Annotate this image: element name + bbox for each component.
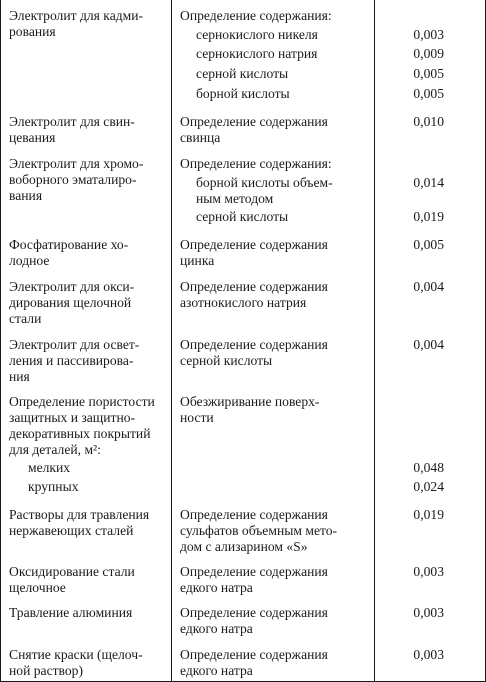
- row-name: Электролит для освет-: [9, 337, 140, 352]
- row-operation: Определение содержания: [180, 507, 328, 522]
- row-operation: Определение содержания: [180, 337, 328, 352]
- row-operation: Обезжиривание поверх-: [180, 394, 320, 409]
- row-operation: едкого натра: [180, 621, 253, 636]
- row-name: Снятие краски (щелоч-: [9, 647, 143, 662]
- row-operation: едкого натра: [180, 580, 253, 595]
- row-operation: едкого натра: [180, 663, 253, 678]
- row-name: Электролит для свин-: [9, 114, 135, 129]
- row-name: Фосфатирование хо-: [9, 237, 129, 252]
- row-value: 0,003: [413, 564, 444, 579]
- row-name: ной раствор): [9, 663, 83, 678]
- row-operation: свинца: [180, 130, 221, 145]
- row-item-label: серной кислоты: [196, 66, 289, 81]
- row-value: 0,003: [413, 647, 444, 662]
- row-operation: ности: [180, 410, 214, 425]
- row-value: 0,019: [413, 507, 444, 522]
- row-name: цевания: [9, 130, 56, 145]
- row-operation: сульфатов объемным мето-: [180, 523, 338, 538]
- row-operation: серной кислоты: [180, 353, 273, 368]
- row-name: защитных и защитно-: [9, 410, 136, 425]
- row-item-label: борной кислоты: [196, 86, 290, 101]
- row-operation: Определение содержания: [180, 279, 328, 294]
- row-subitem-value: 0,048: [413, 460, 444, 475]
- row-item-value: 0,009: [413, 46, 444, 61]
- row-operation: дом с ализарином «S»: [180, 539, 308, 554]
- row-value: 0,004: [413, 279, 444, 294]
- row-subitem-value: 0,024: [413, 479, 444, 494]
- row-name: дирования щелочной: [9, 295, 132, 310]
- row-name: декоративных покрытий: [9, 426, 151, 441]
- row-name: стали: [9, 311, 42, 326]
- column-divider-2: [374, 0, 375, 682]
- row-operation: Определение содержания: [180, 237, 328, 252]
- row-subitem-label: мелких: [28, 460, 71, 475]
- row-item-value: 0,003: [413, 27, 444, 42]
- row-name: Определение пористости: [9, 394, 155, 409]
- row-operation: азотнокислого натрия: [180, 295, 307, 310]
- row-name: вания: [9, 188, 43, 203]
- row-name: Растворы для травления: [9, 507, 150, 522]
- row-item-label: сернокислого никеля: [196, 27, 318, 42]
- row-name: Электролит для окси-: [9, 279, 135, 294]
- row-item-label: ным методом: [196, 191, 274, 206]
- row-name: рования: [9, 24, 56, 39]
- row-value: 0,003: [413, 605, 444, 620]
- row-name: ния: [9, 369, 30, 384]
- row-item-value: 0,005: [413, 66, 444, 81]
- row-item-label: серной кислоты: [196, 209, 289, 224]
- row-name: Оксидирование стали: [9, 564, 135, 579]
- row-item-value: 0,005: [413, 86, 444, 101]
- row-item-value: 0,019: [413, 209, 444, 224]
- row-name: Электролит для кадми-: [9, 8, 144, 23]
- row-name: ления и пассивирова-: [9, 353, 134, 368]
- row-value: 0,005: [413, 237, 444, 252]
- row-operation: Определение содержания: [180, 605, 328, 620]
- row-name: воборного эматалиро-: [9, 172, 137, 187]
- column-divider-1: [171, 0, 172, 682]
- row-name: лодное: [9, 253, 50, 268]
- row-operation: цинка: [180, 253, 215, 268]
- row-value: 0,004: [413, 337, 444, 352]
- table-border-left: [0, 0, 1, 682]
- row-name: для деталей, м²:: [9, 442, 101, 457]
- row-item-label: сернокислого натрия: [196, 46, 318, 61]
- row-name: щелочное: [9, 580, 66, 595]
- row-operation: Определение содержания: [180, 114, 328, 129]
- row-name: нержавеющих сталей: [9, 523, 134, 538]
- row-name: Травление алюминия: [9, 605, 133, 620]
- row-operation: Определение содержания:: [180, 8, 332, 23]
- row-operation: Определение содержания: [180, 564, 328, 579]
- row-operation: Определение содержания: [180, 647, 328, 662]
- row-value: 0,010: [413, 114, 444, 129]
- row-subitem-label: крупных: [28, 479, 79, 494]
- row-item-value: 0,014: [413, 175, 444, 190]
- row-operation: Определение содержания:: [180, 156, 332, 171]
- row-item-label: борной кислоты объем-: [196, 175, 333, 190]
- row-name: Электролит для хромо-: [9, 156, 144, 171]
